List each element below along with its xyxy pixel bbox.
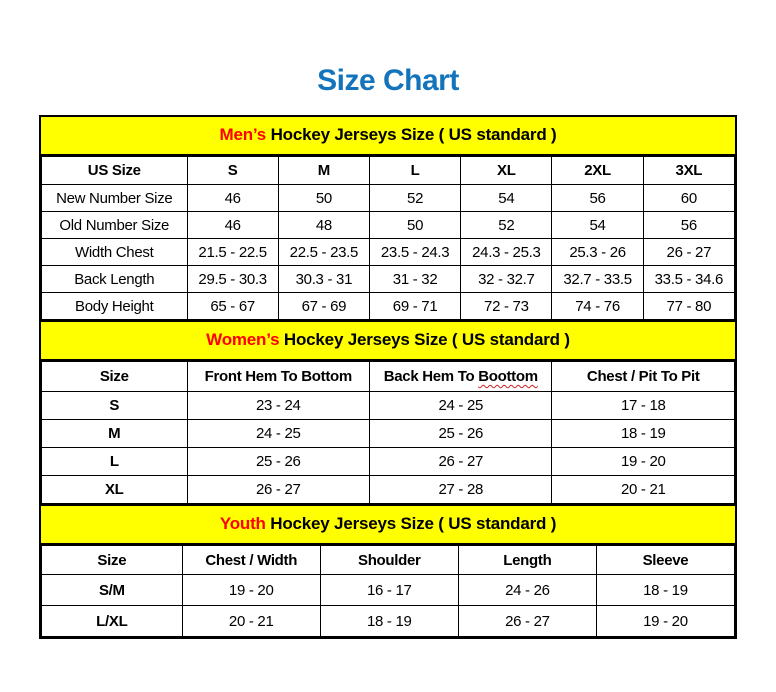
mens-column-header: 2XL (552, 157, 643, 185)
page-title: Size Chart (317, 64, 459, 97)
mens-cell: 33.5 - 34.6 (643, 266, 734, 293)
youth-row-label: S/M (42, 575, 183, 606)
womens-cell: 26 - 27 (187, 476, 369, 504)
mens-column-header: XL (461, 157, 552, 185)
womens-row-label: L (42, 448, 188, 476)
womens-cell: 25 - 26 (370, 420, 552, 448)
mens-row-label: Width Chest (42, 239, 188, 266)
misspelled-word: Boottom (478, 368, 538, 385)
mens-cell: 56 (552, 185, 643, 212)
mens-cell: 32.7 - 33.5 (552, 266, 643, 293)
mens-cell: 30.3 - 31 (278, 266, 369, 293)
mens-cell: 56 (643, 212, 734, 239)
youth-section (41, 504, 735, 637)
mens-cell: 50 (278, 185, 369, 212)
youth-title-highlight: Youth (219, 514, 266, 533)
youth-row-label: L/XL (42, 606, 183, 637)
womens-cell: 19 - 20 (552, 448, 735, 476)
womens-table-row (42, 420, 735, 448)
womens-size-table (41, 361, 735, 504)
womens-header-row (42, 362, 735, 392)
womens-cell: 23 - 24 (187, 392, 369, 420)
youth-table-row (42, 606, 735, 637)
youth-size-table (41, 545, 735, 637)
mens-column-header: US Size (42, 157, 188, 185)
youth-column-header: Sleeve (596, 546, 734, 575)
mens-size-table (41, 156, 735, 320)
womens-section (41, 320, 735, 504)
womens-cell: 24 - 25 (370, 392, 552, 420)
mens-cell: 23.5 - 24.3 (369, 239, 460, 266)
youth-column-header: Shoulder (320, 546, 458, 575)
mens-cell: 29.5 - 30.3 (187, 266, 278, 293)
mens-cell: 24.3 - 25.3 (461, 239, 552, 266)
womens-column-header: Front Hem To Bottom (187, 362, 369, 392)
womens-title-highlight: Women’s (206, 330, 280, 349)
mens-row-label: Body Height (42, 293, 188, 320)
womens-cell: 25 - 26 (187, 448, 369, 476)
mens-cell: 22.5 - 23.5 (278, 239, 369, 266)
womens-row-label: S (42, 392, 188, 420)
womens-cell: 27 - 28 (370, 476, 552, 504)
mens-cell: 46 (187, 212, 278, 239)
mens-column-header: 3XL (643, 157, 734, 185)
mens-cell: 25.3 - 26 (552, 239, 643, 266)
youth-cell: 16 - 17 (320, 575, 458, 606)
mens-table-row (42, 185, 735, 212)
mens-cell: 54 (552, 212, 643, 239)
youth-header-row (42, 546, 735, 575)
mens-cell: 77 - 80 (643, 293, 734, 320)
mens-table-title (41, 117, 735, 156)
mens-cell: 60 (643, 185, 734, 212)
mens-cell: 69 - 71 (369, 293, 460, 320)
youth-cell: 24 - 26 (458, 575, 596, 606)
mens-table-row (42, 293, 735, 320)
mens-cell: 74 - 76 (552, 293, 643, 320)
womens-table-row (42, 392, 735, 420)
mens-cell: 50 (369, 212, 460, 239)
womens-table-row (42, 476, 735, 504)
mens-title-rest: Hockey Jerseys Size ( US standard ) (266, 125, 557, 144)
youth-cell: 20 - 21 (182, 606, 320, 637)
mens-section (41, 117, 735, 320)
mens-cell: 31 - 32 (369, 266, 460, 293)
mens-row-label: New Number Size (42, 185, 188, 212)
womens-cell: 20 - 21 (552, 476, 735, 504)
womens-table-title (41, 320, 735, 361)
mens-column-header: S (187, 157, 278, 185)
mens-table-row (42, 212, 735, 239)
youth-cell: 18 - 19 (596, 575, 734, 606)
mens-row-label: Old Number Size (42, 212, 188, 239)
mens-cell: 48 (278, 212, 369, 239)
youth-cell: 19 - 20 (596, 606, 734, 637)
womens-table-row (42, 448, 735, 476)
womens-column-header: Back Hem To Boottom (370, 362, 552, 392)
womens-cell: 17 - 18 (552, 392, 735, 420)
womens-cell: 18 - 19 (552, 420, 735, 448)
womens-cell: 26 - 27 (370, 448, 552, 476)
mens-cell: 32 - 32.7 (461, 266, 552, 293)
youth-table-title (41, 504, 735, 545)
womens-column-header: Size (42, 362, 188, 392)
mens-row-label: Back Length (42, 266, 188, 293)
mens-table-row (42, 239, 735, 266)
mens-column-header: M (278, 157, 369, 185)
mens-cell: 54 (461, 185, 552, 212)
youth-column-header: Size (42, 546, 183, 575)
mens-column-header: L (369, 157, 460, 185)
mens-header-row (42, 157, 735, 185)
womens-row-label: M (42, 420, 188, 448)
womens-row-label: XL (42, 476, 188, 504)
mens-cell: 72 - 73 (461, 293, 552, 320)
youth-cell: 19 - 20 (182, 575, 320, 606)
youth-cell: 26 - 27 (458, 606, 596, 637)
mens-cell: 65 - 67 (187, 293, 278, 320)
youth-table-row (42, 575, 735, 606)
youth-cell: 18 - 19 (320, 606, 458, 637)
youth-column-header: Chest / Width (182, 546, 320, 575)
youth-title-rest: Hockey Jerseys Size ( US standard ) (265, 514, 557, 533)
mens-table-row (42, 266, 735, 293)
size-chart-tables (39, 115, 737, 639)
mens-cell: 46 (187, 185, 278, 212)
mens-cell: 26 - 27 (643, 239, 734, 266)
mens-cell: 67 - 69 (278, 293, 369, 320)
mens-cell: 52 (369, 185, 460, 212)
mens-cell: 52 (461, 212, 552, 239)
womens-cell: 24 - 25 (187, 420, 369, 448)
womens-title-rest: Hockey Jerseys Size ( US standard ) (279, 330, 570, 349)
mens-cell: 21.5 - 22.5 (187, 239, 278, 266)
womens-column-header: Chest / Pit To Pit (552, 362, 735, 392)
mens-title-highlight: Men’s (219, 125, 267, 144)
youth-column-header: Length (458, 546, 596, 575)
